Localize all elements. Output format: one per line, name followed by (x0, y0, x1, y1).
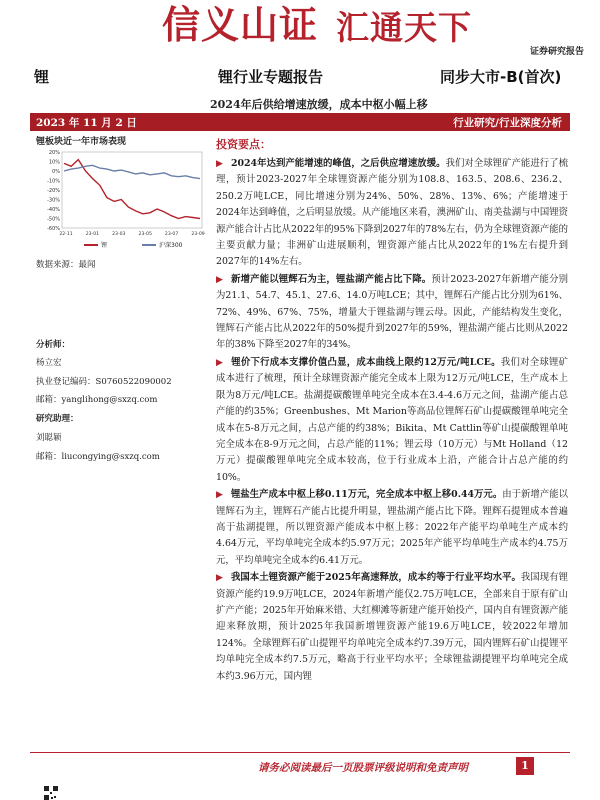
y-tick-label: -60% (47, 226, 60, 232)
analyst-name: 杨立宏 (36, 358, 62, 368)
x-tick-label: 23-07 (164, 232, 179, 237)
paragraph: ▶ 我国本土锂资源产能于2025年高速释放，成本约等于行业平均水平。我国现有锂资源产能约19.9万吨LCE，2024年新增产能仅2.75万吨LCE，全部来自于原有矿山扩产产能；2025年开始麻米错、大红柳滩等新建产能开始投产，国内自有锂资源产能迎来释放期，预计2025年我国新增锂资源产能19.6万吨LCE，较2022年增加124%。全球锂辉石矿山提锂平均单吨完全成本约7.39万元，国内锂辉石矿山提锂平均单吨完全成本约7.5万元，略高于行业平均水平；全球锂盐湖提锂平均单吨完全成本约3.96万元，国内锂 (216, 572, 568, 682)
assistant-label: 研究助理： (36, 414, 79, 424)
paragraph: ▶ 新增产能以锂辉石为主，锂盐湖产能占比下降。预计2023-2027年新增产能分别为21.1、54.7、45.1、27.6、14.0万吨LCE；其中，锂辉石产能占比分别为61%、72%、49%、67%、75%，增量大于锂盐湖与锂云母。因此，产能结构发生变化，锂辉石产能占比从2022年的50%提升到2027年的59%，锂盐湖产能占比则从2022年的38%下降至2027年的34%。 (216, 273, 569, 351)
analyst-label: 分析师： (36, 340, 71, 350)
performance-chart (36, 148, 208, 253)
report-date: 2023 年 11 月 2 日 (36, 117, 137, 129)
qr-code-icon (44, 786, 58, 800)
legend-label: 沪深300 (159, 242, 183, 249)
legend-label: 锂 (101, 242, 108, 249)
footer-divider (30, 752, 570, 753)
y-tick-label: -40% (47, 207, 60, 213)
page-number: 1 (516, 757, 534, 775)
highlights-title: 投资要点： (216, 138, 271, 151)
logo-text-right: 汇通天下 (336, 8, 472, 47)
assistant-email[interactable]: 邮箱：liucongying@sxzq.com (36, 452, 160, 462)
logo-text-left: 信义山证 (162, 2, 319, 47)
rating: 同步大市-B(首次) (440, 68, 562, 86)
paragraph: ▶ 锂盐生产成本中枢上移0.11万元，完全成本中枢上移0.44万元。由于新增产能以锂辉石为主，锂辉石产能占比提升明显，锂盐湖产能占比下降。锂辉石提锂成本普遍高于盐湖提锂，所以锂资源产能成本中枢上移：2022年产能平均单吨生产成本约4.64万元，平均单吨完全成本约5.97万元；2025年产能平均单吨生产成本约4.75万元，平均单吨完全成本约6.41万元。 (216, 489, 568, 566)
paragraph: ▶ 锂价下行成本支撑价值凸显，成本曲线上限约12万元/吨LCE。我们对全球锂矿成本进行了梳理，预计全球锂资源产能完全成本上限为12万元/吨LCE，生产成本上限为8万元/吨LCE。盐湖提碳酸锂单吨完全成本在3.4-4.6万元之间，盐湖产能占总产能的约35%；Greenbushes、Mt Marion等高品位锂辉石矿山提碳酸锂单吨完全成本在5-8万元之间，占总产能的约38%；Bikita、Mt Cattlin等矿山提碳酸锂单吨完全成本在8-9万元之间，占总产能的11%；锂云母（10万元）与Mt Holland（12万元）提碳酸锂单吨完全成本较高，位于行业成本上沿，产能合计占总产能的约10%。 (216, 356, 569, 483)
chart-frame (62, 152, 202, 228)
x-tick-label: 23-09 (191, 232, 205, 237)
analyst-email[interactable]: 邮箱：yanglihong@sxzq.com (36, 395, 158, 405)
report-tag: 证券研究报告 (529, 47, 584, 57)
x-tick-label: 23-05 (138, 232, 152, 237)
y-tick-label: -20% (47, 188, 60, 194)
y-tick-label: -30% (47, 197, 60, 204)
y-tick-label: 10% (48, 159, 60, 166)
paragraph: ▶ 2024年达到产能增速的峰值，之后供应增速放缓。我们对全球锂矿产能进行了梳理，预计2023-2027年全球锂资源产能分别为108.8、163.5、208.6、236.2、250.2万吨LCE，同比增速分别为24%、50%、28%、13%、6%；产能增速于2024年达到峰值，之后明显放缓。从产能地区来看，澳洲矿山、南美盐湖与中国锂资源产能合计占比从2022年的95%下降到2027年的78%左右，仍为全球锂资源产能的主要贡献力量；非洲矿山进展顺利，锂资源产能占比从2022年的1%左右提升到2027年的14%左右。 (216, 158, 568, 268)
x-tick-label: 23-03 (112, 232, 126, 237)
series-line-1 (64, 165, 200, 178)
data-source: 数据来源：最闻 (36, 260, 96, 270)
x-tick-label: 23-01 (85, 232, 100, 237)
y-tick-label: 0% (52, 169, 60, 175)
investment-highlights (216, 136, 568, 686)
sector-label: 锂 (34, 68, 50, 86)
brand-header (0, 0, 600, 46)
license-number: 执业登记编码：S0760522090002 (36, 377, 172, 387)
disclaimer-note: 请务必阅读最后一页股票评级说明和免责声明 (258, 762, 468, 774)
date-category-bar (30, 113, 570, 131)
y-tick-label: -50% (47, 216, 60, 223)
report-subtitle: 2024年后供给增速放缓，成本中枢小幅上移 (210, 98, 428, 111)
x-tick-label: 22-11 (59, 232, 73, 237)
assistant-name: 刘聪颖 (36, 433, 62, 443)
y-tick-label: -10% (47, 178, 60, 185)
report-type: 锂行业专题报告 (218, 68, 324, 86)
chart-title: 锂板块近一年市场表现 (36, 137, 127, 147)
report-category: 行业研究/行业深度分析 (453, 117, 562, 129)
y-tick-label: 20% (48, 150, 60, 156)
series-line-0 (64, 160, 200, 219)
